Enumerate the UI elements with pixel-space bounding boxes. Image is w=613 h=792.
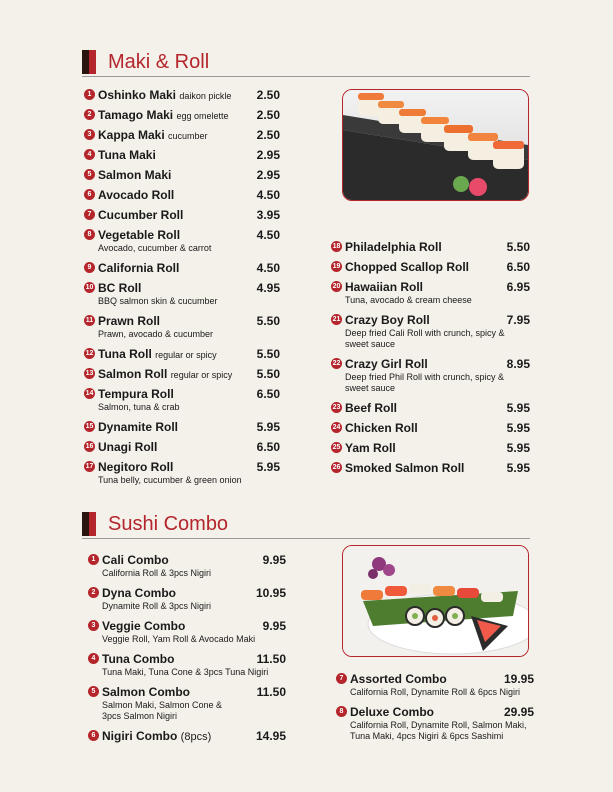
item-price: 5.95 — [506, 421, 530, 435]
item-name: Tuna Combo — [102, 652, 175, 666]
item-number: 8 — [84, 229, 95, 240]
item-number: 19 — [332, 263, 341, 270]
item-price: 5.50 — [256, 314, 280, 328]
item-price: 5.50 — [506, 240, 530, 254]
item-price: 5.95 — [256, 460, 280, 474]
item-name: Salmon Maki — [98, 168, 172, 182]
item-price: 6.50 — [256, 387, 280, 401]
item-name: Veggie Combo — [102, 619, 186, 633]
item-name: Hawaiian Roll — [345, 280, 424, 294]
sushi-combo-photo — [342, 545, 529, 657]
header-bar-dark — [82, 50, 89, 74]
item-price: 2.50 — [256, 108, 280, 122]
item-name: Assorted Combo — [350, 672, 447, 686]
item-price: 14.95 — [255, 729, 286, 743]
item-price: 5.95 — [506, 401, 530, 415]
item-name: Deluxe Combo — [350, 705, 435, 719]
item-name: Chopped Scallop Roll — [345, 260, 470, 274]
item-number: 6 — [84, 189, 95, 200]
item-price: 5.50 — [256, 347, 280, 361]
item-price: 10.95 — [255, 586, 286, 600]
item-price: 6.95 — [506, 280, 530, 294]
item-name: Cucumber Roll — [98, 208, 184, 222]
item-price: 19.95 — [503, 672, 534, 686]
item-price: 5.95 — [506, 441, 530, 455]
item-number: 25 — [332, 444, 341, 451]
item-description: Deep fried Phil Roll with crunch, spicy & sweet sauce — [345, 372, 505, 393]
item-name: Negitoro Roll — [98, 460, 174, 474]
header-rule — [82, 76, 530, 77]
item-price: 7.95 — [506, 313, 530, 327]
header-bar-red — [89, 50, 96, 74]
header-rule — [82, 538, 530, 539]
item-number: 18 — [332, 243, 341, 250]
item-price: 2.50 — [256, 128, 280, 142]
item-number: 7 — [84, 209, 95, 220]
item-price: 6.50 — [256, 440, 280, 454]
item-name: Dynamite Roll — [98, 420, 179, 434]
item-description: California Roll & 3pcs Nigiri — [102, 568, 212, 578]
item-number: 21 — [332, 316, 341, 323]
sushi-combo-title: Sushi Combo — [108, 513, 229, 535]
item-name: Beef Roll — [345, 401, 398, 415]
item-number: 1 — [84, 89, 95, 100]
item-description: Avocado, cucumber & carrot — [98, 243, 212, 253]
item-name: Yam Roll — [345, 441, 396, 455]
item-price: 11.50 — [256, 685, 286, 699]
item-price: 5.95 — [506, 461, 530, 475]
maki-roll-photo — [342, 89, 529, 201]
item-name: Prawn Roll — [98, 314, 161, 328]
item-number: 10 — [85, 284, 94, 291]
item-price: 5.95 — [256, 420, 280, 434]
item-description: Tuna belly, cucumber & green onion — [98, 475, 242, 485]
item-number: 2 — [84, 109, 95, 120]
item-number: 15 — [85, 423, 94, 430]
item-description: Veggie Roll, Yam Roll & Avocado Maki — [102, 634, 256, 644]
header-bar-red — [89, 512, 96, 536]
item-number: 17 — [85, 463, 94, 470]
item-number: 5 — [84, 169, 95, 180]
item-name: Philadelphia Roll — [345, 240, 442, 254]
item-name: Kappa Maki cucumber — [98, 128, 208, 142]
item-name: Crazy Boy Roll — [345, 313, 430, 327]
item-price: 5.50 — [256, 367, 280, 381]
item-price: 9.95 — [262, 619, 286, 633]
item-number: 4 — [84, 149, 95, 160]
item-price: 8.95 — [506, 357, 530, 371]
header-bar-dark — [82, 512, 89, 536]
item-number: 11 — [85, 317, 94, 324]
item-price: 4.50 — [256, 261, 280, 275]
item-name: Dyna Combo — [102, 586, 177, 600]
item-price: 2.95 — [256, 148, 280, 162]
item-price: 6.50 — [506, 260, 530, 274]
item-name: Smoked Salmon Roll — [345, 461, 465, 475]
item-name: Tamago Maki egg omelette — [98, 108, 229, 122]
item-description: Tuna, avocado & cream cheese — [345, 295, 472, 305]
item-name: Avocado Roll — [98, 188, 175, 202]
item-name: Nigiri Combo (8pcs) — [102, 729, 212, 743]
item-name: Tuna Roll regular or spicy — [98, 347, 217, 361]
item-number: 24 — [332, 424, 341, 431]
item-number: 3 — [88, 620, 99, 631]
item-name: California Roll — [98, 261, 180, 275]
item-name: Tempura Roll — [98, 387, 174, 401]
item-number: 7 — [336, 673, 347, 684]
item-name: Crazy Girl Roll — [345, 357, 428, 371]
item-price: 2.50 — [256, 88, 280, 102]
item-number: 6 — [88, 730, 99, 741]
item-number: 2 — [88, 587, 99, 598]
maki-roll-header — [82, 50, 530, 76]
item-number: 4 — [88, 653, 99, 664]
item-number: 13 — [85, 370, 94, 377]
item-number: 1 — [88, 554, 99, 565]
item-price: 3.95 — [256, 208, 280, 222]
item-description: California Roll, Dynamite Roll & 6pcs Nigiri — [350, 687, 521, 697]
item-number: 8 — [336, 706, 347, 717]
item-description: Salmon Maki, Salmon Cone & 3pcs Salmon Nigiri — [102, 700, 223, 721]
item-price: 2.95 — [256, 168, 280, 182]
item-name: Tuna Maki — [98, 148, 156, 162]
item-number: 20 — [332, 283, 341, 290]
item-name: Unagi Roll — [98, 440, 158, 454]
item-price: 29.95 — [503, 705, 534, 719]
item-price: 4.50 — [256, 228, 280, 242]
item-price: 4.50 — [256, 188, 280, 202]
item-description: Salmon, tuna & crab — [98, 402, 180, 412]
item-description: Tuna Maki, Tuna Cone & 3pcs Tuna Nigiri — [102, 667, 269, 677]
sushi-combo-header — [82, 512, 530, 538]
item-description: Prawn, avocado & cucumber — [98, 329, 214, 339]
item-price: 9.95 — [262, 553, 286, 567]
item-name: Salmon Combo — [102, 685, 191, 699]
item-number: 22 — [332, 360, 341, 367]
item-name: Oshinko Maki daikon pickle — [98, 88, 232, 102]
item-number: 3 — [84, 129, 95, 140]
item-name: Salmon Roll regular or spicy — [98, 367, 233, 381]
item-number: 26 — [332, 464, 341, 471]
sushi-roll-image — [343, 90, 528, 200]
item-description: BBQ salmon skin & cucumber — [98, 296, 218, 306]
maki-roll-title: Maki & Roll — [108, 51, 210, 73]
item-name: Vegetable Roll — [98, 228, 181, 242]
item-price: 11.50 — [256, 652, 286, 666]
item-price: 4.95 — [256, 281, 280, 295]
item-number: 14 — [85, 390, 94, 397]
sushi-platter-image — [343, 546, 528, 656]
item-name: Cali Combo — [102, 553, 169, 567]
item-description: California Roll, Dynamite Roll, Salmon Maki, Tuna Maki, 4pcs Nigiri & 6pcs Sashimi — [350, 720, 527, 741]
item-description: Dynamite Roll & 3pcs Nigiri — [102, 601, 212, 611]
item-name: Chicken Roll — [345, 421, 418, 435]
item-number: 16 — [85, 443, 94, 450]
item-name: BC Roll — [98, 281, 142, 295]
item-number: 5 — [88, 686, 99, 697]
item-number: 23 — [332, 404, 341, 411]
item-description: Deep fried Cali Roll with crunch, spicy & sweet sauce — [345, 328, 505, 349]
item-number: 12 — [85, 350, 94, 357]
item-number: 9 — [84, 262, 95, 273]
